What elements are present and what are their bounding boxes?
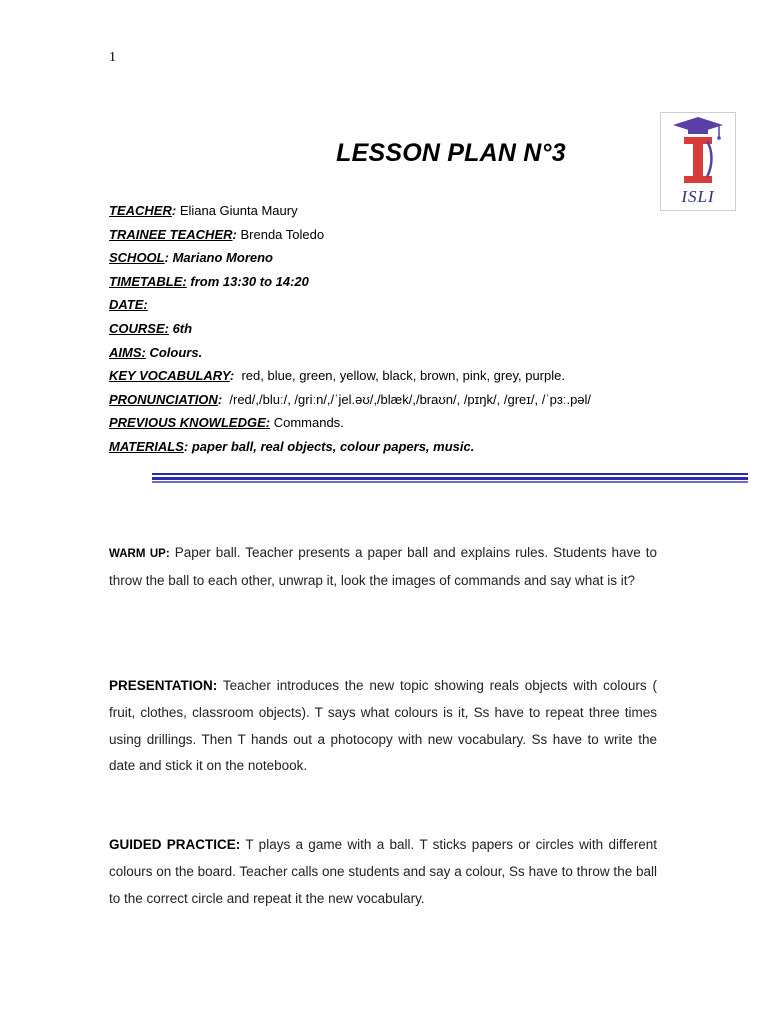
course-value: 6th [172,320,193,336]
materials-row: MATERIALS: paper ball, real objects, colour papers, music. [109,438,475,454]
timetable-value: from 13:30 to 14:20 [190,273,309,289]
date-row [109,295,709,319]
trainee-teacher-label: TRAINEE TEACHER [109,226,233,242]
guided-practice-section [109,832,657,912]
trainee-teacher-value: Brenda Toledo [240,226,325,242]
presentation-section [109,673,657,780]
guided-practice-text: T plays a game with a ball. T sticks papers or circles with different colours on the board. Teacher calls one students and say a colour, Ss have to throw the ball to the correct circle and repeat it the new vocabulary. [109,837,657,906]
page-title: LESSON PLAN N°3 [336,139,566,167]
key-vocabulary-label: KEY VOCABULARY [109,368,230,384]
materials-label: MATERIALS [109,438,184,454]
course-row [109,319,709,343]
aims-label: AIMS: [109,344,146,360]
teacher-label: TEACHER [109,203,172,218]
warm-up-heading: WARM UP: [109,548,170,560]
warm-up-text: Paper ball. Teacher presents a paper ball and explains rules. Students have to throw the ball to each other, unwrap it, look the images of commands and say what is it? [109,545,657,588]
warm-up-section [109,540,657,595]
materials-value: paper ball, real objects, colour papers, music. [191,438,475,454]
timetable-label: TIMETABLE: [109,273,187,289]
date-label: DATE: [109,297,148,313]
teacher-value: Eliana Giunta Maury [179,203,298,218]
key-vocabulary-row: KEY VOCABULARY: red, blue, green, yellow, black, brown, pink, grey, purple. [109,368,565,384]
pronunciation-label: PRONUNCIATION [109,391,218,407]
key-vocabulary-value: red, blue, green, yellow, black, brown, pink, grey, purple. [241,368,565,384]
presentation-text: Teacher introduces the new topic showing reals objects with colours ( fruit, clothes, classroom objects). T says what colours is it, Ss have to repeat three times using drillings. Then T hands out a photocopy with new vocabulary. Ss have to write the date and stick it on the notebook. [109,678,657,774]
trainee-teacher-row: TRAINEE TEACHER: Brenda Toledo [109,226,325,242]
previous-knowledge-label: PREVIOUS KNOWLEDGE: [109,415,271,431]
school-label: SCHOOL [109,250,165,266]
previous-knowledge-value: Commands. [273,415,344,431]
school-row: SCHOOL: Mariano Moreno [109,250,273,266]
lesson-info [109,201,709,461]
course-label: COURSE: [109,320,169,336]
timetable-row [109,272,709,296]
pronunciation-row: PRONUNCIATION: /red/,/bluː/, /griːn/,/ˈjel.əʊ/,/blæk/,/braʊn/, /pɪŋk/, /greɪ/, /ˈpɜː.pəl/ [109,391,592,407]
presentation-heading: PRESENTATION: [109,678,218,693]
logo-text: ISLI [681,187,715,206]
isli-logo [660,112,736,211]
aims-row [109,343,709,367]
previous-knowledge-row [109,413,709,437]
guided-practice-heading: GUIDED PRACTICE: [109,837,241,852]
aims-value: Colours. [149,344,203,360]
page-number: 1 [109,50,116,65]
section-divider [152,473,748,483]
school-value: Mariano Moreno [172,250,273,266]
pronunciation-value: /red/,/bluː/, /griːn/,/ˈjel.əʊ/,/blæk/,/braʊn/, /pɪŋk/, /greɪ/, /ˈpɜː.pəl/ [229,391,592,407]
teacher-row: TEACHER: Eliana Giunta Maury [109,203,298,218]
